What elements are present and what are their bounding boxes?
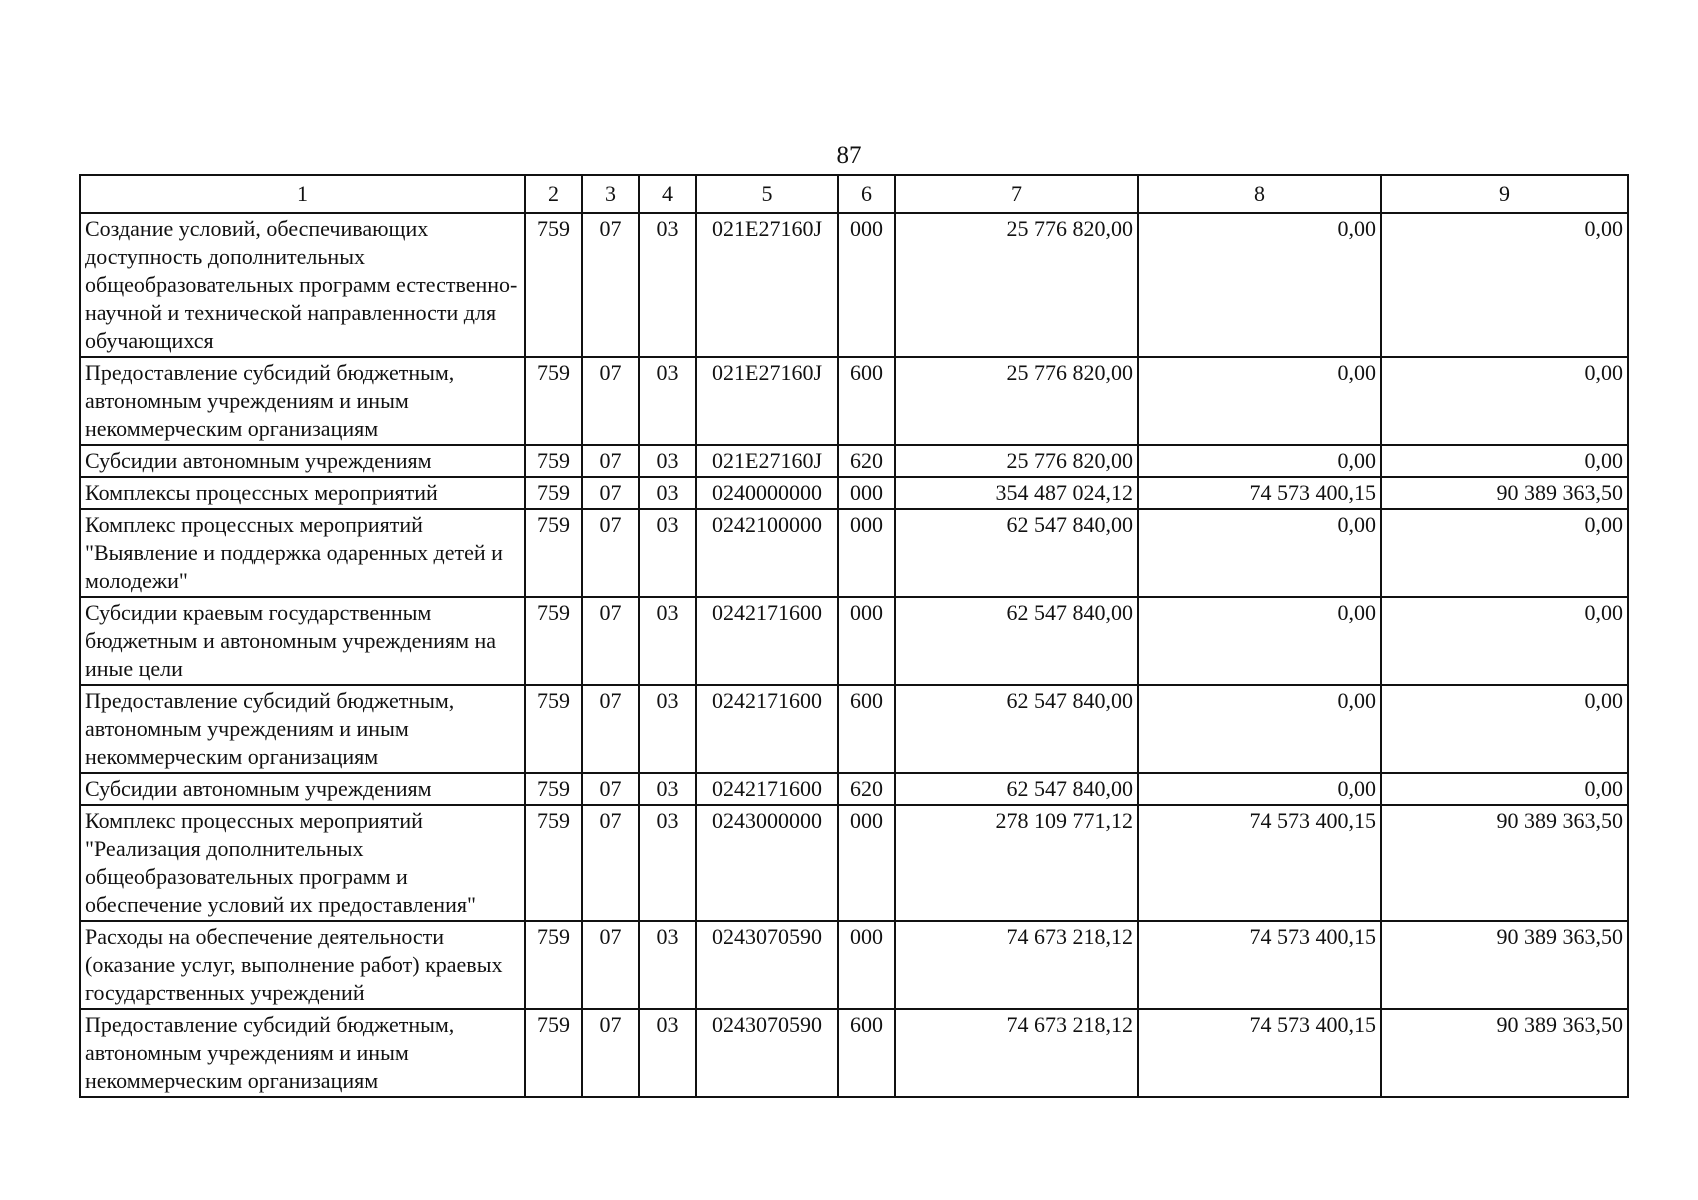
cell-col3: 07 [582, 921, 639, 1009]
row-name: Комплекс процессных мероприятий "Реализация дополнительных общеобразовательных программ и обеспечение условий их предоставления" [80, 805, 525, 921]
cell-col9: 0,00 [1381, 213, 1628, 357]
cell-col8: 74 573 400,15 [1138, 477, 1381, 509]
page-number: 87 [836, 142, 862, 169]
budget-table [79, 174, 1629, 1098]
cell-col3: 07 [582, 805, 639, 921]
column-number-row [80, 175, 1628, 213]
cell-col8: 74 573 400,15 [1138, 805, 1381, 921]
cell-col2: 759 [525, 477, 582, 509]
cell-col4: 03 [639, 477, 696, 509]
row-name: Субсидии автономным учреждениям [80, 773, 525, 805]
cell-col9: 0,00 [1381, 509, 1628, 597]
cell-col5: 0242171600 [696, 685, 838, 773]
cell-col7: 278 109 771,12 [895, 805, 1138, 921]
cell-col4: 03 [639, 357, 696, 445]
table-row [80, 773, 1628, 805]
cell-col5: 0243070590 [696, 1009, 838, 1097]
cell-col6: 600 [838, 685, 895, 773]
cell-col3: 07 [582, 477, 639, 509]
cell-col9: 90 389 363,50 [1381, 921, 1628, 1009]
cell-col7: 354 487 024,12 [895, 477, 1138, 509]
table-row [80, 921, 1628, 1009]
column-header: 9 [1381, 175, 1628, 213]
cell-col6: 000 [838, 921, 895, 1009]
cell-col9: 0,00 [1381, 685, 1628, 773]
cell-col8: 0,00 [1138, 357, 1381, 445]
cell-col5: 0242171600 [696, 773, 838, 805]
cell-col4: 03 [639, 445, 696, 477]
cell-col4: 03 [639, 509, 696, 597]
column-header: 8 [1138, 175, 1381, 213]
column-header: 2 [525, 175, 582, 213]
cell-col2: 759 [525, 685, 582, 773]
column-header: 3 [582, 175, 639, 213]
cell-col2: 759 [525, 597, 582, 685]
cell-col5: 0240000000 [696, 477, 838, 509]
cell-col8: 0,00 [1138, 509, 1381, 597]
column-header: 5 [696, 175, 838, 213]
cell-col3: 07 [582, 509, 639, 597]
row-name: Создание условий, обеспечивающих доступность дополнительных общеобразовательных программ естественно-научной и технической направленности для обучающихся [80, 213, 525, 357]
cell-col3: 07 [582, 597, 639, 685]
cell-col4: 03 [639, 773, 696, 805]
cell-col9: 0,00 [1381, 357, 1628, 445]
cell-col6: 620 [838, 445, 895, 477]
cell-col5: 021E27160J [696, 357, 838, 445]
cell-col8: 0,00 [1138, 445, 1381, 477]
cell-col8: 0,00 [1138, 773, 1381, 805]
cell-col2: 759 [525, 805, 582, 921]
cell-col2: 759 [525, 509, 582, 597]
cell-col9: 0,00 [1381, 445, 1628, 477]
cell-col3: 07 [582, 685, 639, 773]
cell-col3: 07 [582, 357, 639, 445]
cell-col4: 03 [639, 1009, 696, 1097]
cell-col3: 07 [582, 773, 639, 805]
table-row [80, 805, 1628, 921]
column-header: 6 [838, 175, 895, 213]
cell-col8: 74 573 400,15 [1138, 921, 1381, 1009]
cell-col6: 620 [838, 773, 895, 805]
cell-col9: 90 389 363,50 [1381, 477, 1628, 509]
cell-col7: 25 776 820,00 [895, 357, 1138, 445]
cell-col9: 90 389 363,50 [1381, 805, 1628, 921]
cell-col6: 600 [838, 1009, 895, 1097]
cell-col2: 759 [525, 213, 582, 357]
table-row [80, 1009, 1628, 1097]
cell-col5: 0242171600 [696, 597, 838, 685]
row-name: Расходы на обеспечение деятельности (оказание услуг, выполнение работ) краевых государственных учреждений [80, 921, 525, 1009]
cell-col6: 000 [838, 509, 895, 597]
table-row [80, 445, 1628, 477]
cell-col9: 0,00 [1381, 597, 1628, 685]
cell-col5: 021E27160J [696, 213, 838, 357]
cell-col4: 03 [639, 213, 696, 357]
cell-col7: 62 547 840,00 [895, 597, 1138, 685]
cell-col4: 03 [639, 921, 696, 1009]
table-row [80, 685, 1628, 773]
cell-col2: 759 [525, 1009, 582, 1097]
column-header: 4 [639, 175, 696, 213]
cell-col8: 0,00 [1138, 685, 1381, 773]
table-row [80, 509, 1628, 597]
table-row [80, 357, 1628, 445]
cell-col8: 0,00 [1138, 213, 1381, 357]
row-name: Комплекс процессных мероприятий "Выявление и поддержка одаренных детей и молодежи" [80, 509, 525, 597]
cell-col6: 000 [838, 805, 895, 921]
row-name: Субсидии краевым государственным бюджетным и автономным учреждениям на иные цели [80, 597, 525, 685]
cell-col8: 74 573 400,15 [1138, 1009, 1381, 1097]
cell-col4: 03 [639, 805, 696, 921]
cell-col6: 000 [838, 597, 895, 685]
column-header: 7 [895, 175, 1138, 213]
cell-col7: 74 673 218,12 [895, 921, 1138, 1009]
table-row [80, 477, 1628, 509]
cell-col6: 000 [838, 477, 895, 509]
cell-col3: 07 [582, 213, 639, 357]
column-header: 1 [80, 175, 525, 213]
cell-col7: 62 547 840,00 [895, 773, 1138, 805]
cell-col7: 25 776 820,00 [895, 445, 1138, 477]
cell-col8: 0,00 [1138, 597, 1381, 685]
cell-col7: 74 673 218,12 [895, 1009, 1138, 1097]
row-name: Предоставление субсидий бюджетным, автономным учреждениям и иным некоммерческим организациям [80, 357, 525, 445]
table-row [80, 597, 1628, 685]
cell-col2: 759 [525, 445, 582, 477]
row-name: Комплексы процессных мероприятий [80, 477, 525, 509]
cell-col3: 07 [582, 445, 639, 477]
row-name: Предоставление субсидий бюджетным, автономным учреждениям и иным некоммерческим организациям [80, 1009, 525, 1097]
cell-col5: 021E27160J [696, 445, 838, 477]
cell-col5: 0243070590 [696, 921, 838, 1009]
cell-col2: 759 [525, 357, 582, 445]
cell-col7: 25 776 820,00 [895, 213, 1138, 357]
table-row [80, 213, 1628, 357]
cell-col9: 0,00 [1381, 773, 1628, 805]
cell-col2: 759 [525, 773, 582, 805]
cell-col4: 03 [639, 685, 696, 773]
cell-col7: 62 547 840,00 [895, 509, 1138, 597]
row-name: Предоставление субсидий бюджетным, автономным учреждениям и иным некоммерческим организациям [80, 685, 525, 773]
cell-col6: 600 [838, 357, 895, 445]
cell-col3: 07 [582, 1009, 639, 1097]
row-name: Субсидии автономным учреждениям [80, 445, 525, 477]
cell-col7: 62 547 840,00 [895, 685, 1138, 773]
cell-col5: 0242100000 [696, 509, 838, 597]
cell-col6: 000 [838, 213, 895, 357]
cell-col9: 90 389 363,50 [1381, 1009, 1628, 1097]
cell-col4: 03 [639, 597, 696, 685]
cell-col2: 759 [525, 921, 582, 1009]
cell-col5: 0243000000 [696, 805, 838, 921]
